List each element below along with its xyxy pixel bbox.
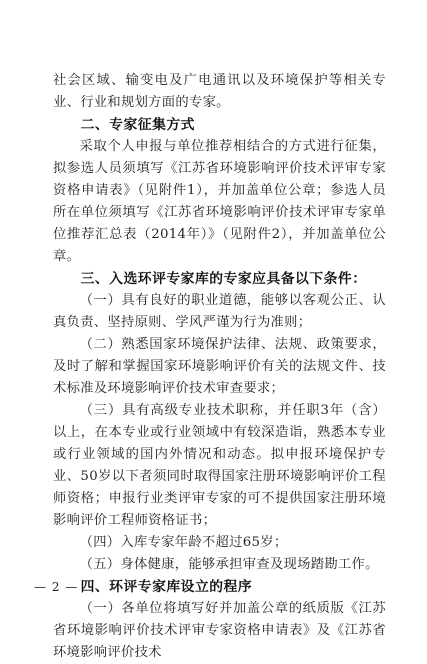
paragraph-requirement-title: （三）具有高级专业技术职称，并任职3年（含）以上，在本专业或行业领域中有较深造诣，熟悉本专业或行业领域的国内外情况和动态。拟申报环境保护专业、50岁以下者须同时取得国家注册环境影响评价工程师资格；申报行业类评审专家的可不提供国家注册环境影响评价工程师资格证书； — [53, 403, 386, 528]
document-body — [53, 70, 386, 664]
paragraph-experts-scope: 社会区域、输变电及广电通讯以及环境保护等相关专业、行业和规划方面的专家。 — [53, 73, 386, 110]
section-heading-procedure: 四、环评专家库设立的程序 — [80, 579, 253, 595]
paragraph-requirement-age: （四）入库专家年龄不超过65岁； — [79, 535, 288, 550]
paragraph-procedure-step-one: （一）各单位将填写好并加盖公章的纸质版《江苏省环境影响评价技术评审专家资格申请表》及《江苏省环境影响评价技术 — [53, 601, 386, 660]
page-number: — 2 — — [34, 580, 79, 594]
paragraph-requirement-regulations: （二）熟悉国家环境保护法律、法规、政策要求，及时了解和掌握国家环境影响评价有关的法规文件、技术标准及环境影响评价技术审查要求； — [53, 337, 386, 396]
section-heading-requirements: 三、入选环评专家库的专家应具备以下条件： — [80, 271, 367, 287]
paragraph-requirement-ethics: （一）具有良好的职业道德，能够以客观公正、认真负责、坚持原则、学风严谨为行为准则； — [53, 293, 386, 330]
section-heading-collection-method: 二、专家征集方式 — [80, 117, 195, 133]
paragraph-requirement-health: （五）身体健康，能够承担审查及现场踏勘工作。 — [79, 557, 379, 572]
paragraph-collection-method: 采取个人申报与单位推荐相结合的方式进行征集，拟参选人员须填写《江苏省环境影响评价技术评审专家资格申请表》（见附件1），并加盖单位公章；参选人员所在单位须填写《江苏省环境影响评价技术评审专家单位推荐汇总表（2014年）》（见附件2），并加盖单位公章。 — [53, 139, 386, 264]
